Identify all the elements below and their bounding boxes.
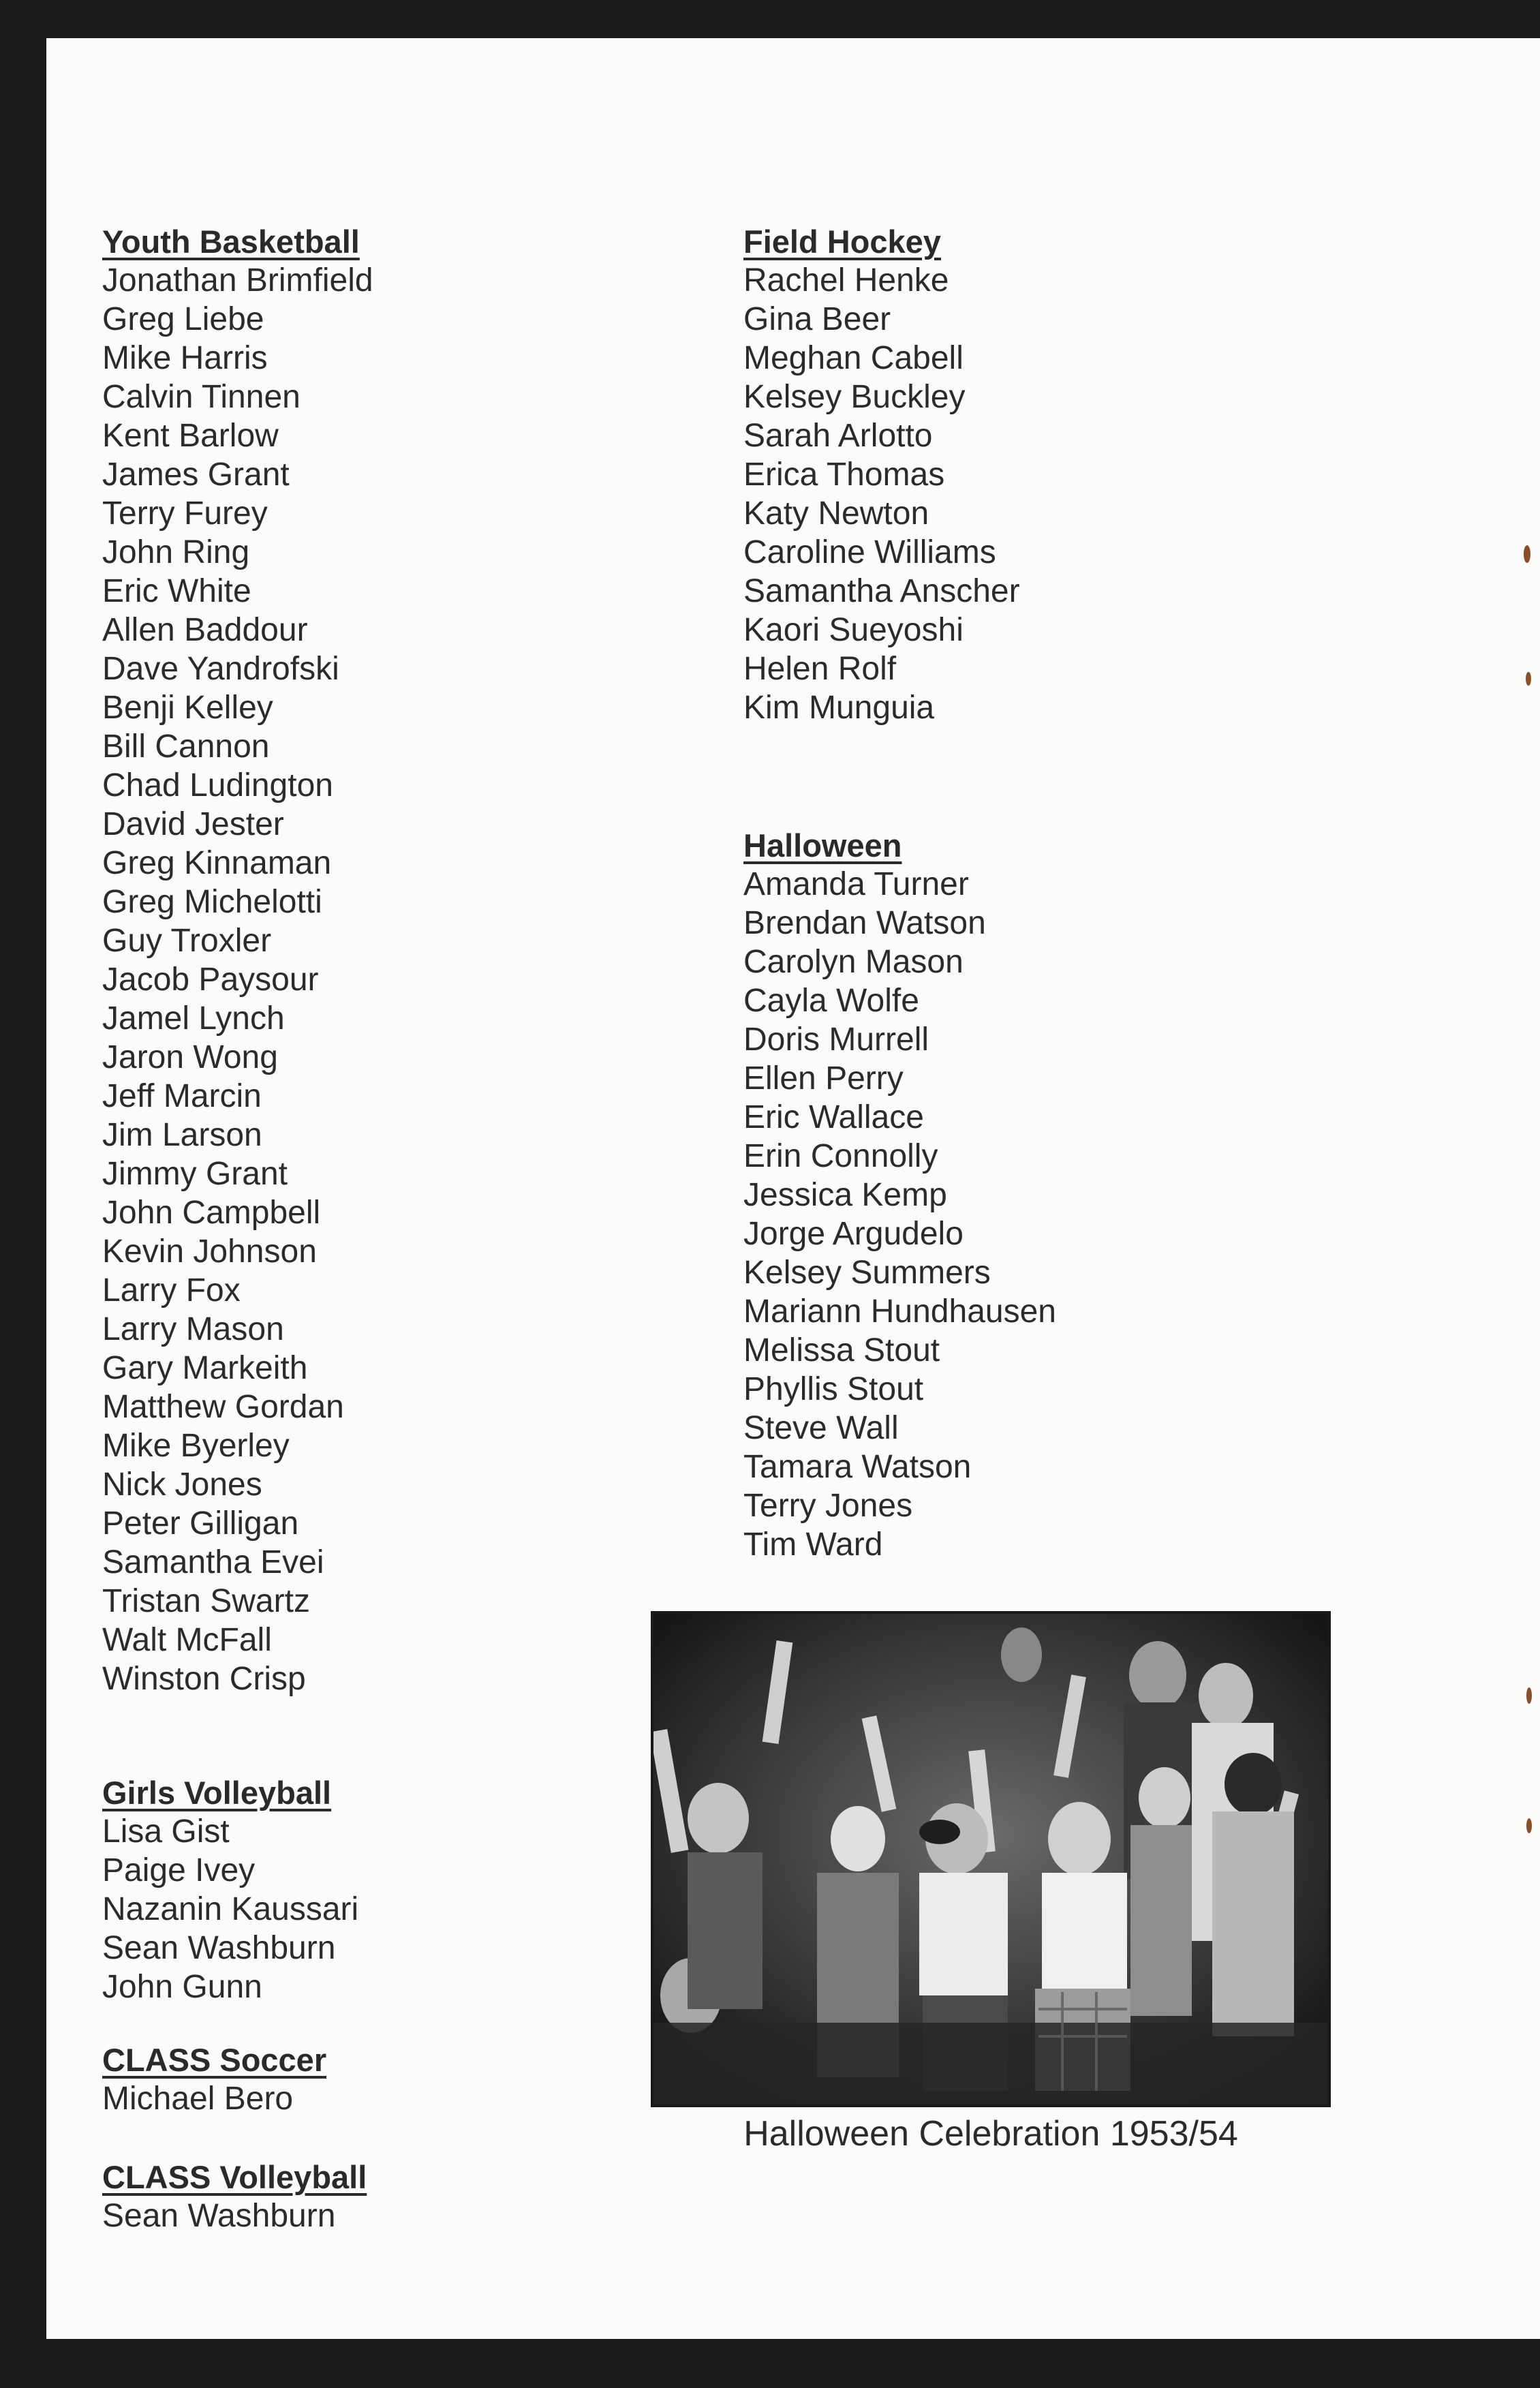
list-item: Gina Beer	[743, 301, 891, 337]
list-item: Mike Byerley	[102, 1428, 290, 1464]
halloween-heading: Halloween	[743, 827, 902, 863]
list-item: Katy Newton	[743, 495, 929, 532]
list-item: John Campbell	[102, 1195, 321, 1231]
edge-stain-1	[1524, 545, 1530, 563]
list-item: Jorge Argudelo	[743, 1216, 964, 1252]
list-item: Jeff Marcin	[102, 1078, 262, 1114]
list-item: Jaron Wong	[102, 1039, 278, 1075]
list-item: Nazanin Kaussari	[102, 1891, 359, 1927]
list-item: Tristan Swartz	[102, 1583, 310, 1619]
halloween-photo-image	[653, 1614, 1328, 2104]
class-volleyball-section	[102, 2158, 715, 2235]
youth-basketball-section	[102, 222, 715, 1698]
list-item: Amanda Turner	[743, 866, 969, 902]
halloween-section	[743, 826, 1425, 1564]
list-item: Larry Fox	[102, 1272, 241, 1308]
halloween-list	[743, 865, 1425, 1564]
list-item: Matthew Gordan	[102, 1389, 344, 1425]
list-item: Sean Washburn	[102, 1930, 336, 1966]
list-item: Rachel Henke	[743, 262, 949, 298]
list-item: Jacob Paysour	[102, 962, 319, 998]
list-item: Kevin Johnson	[102, 1234, 317, 1270]
list-item: Samantha Evei	[102, 1544, 324, 1580]
list-item: Jonathan Brimfield	[102, 262, 373, 298]
youth-basketball-list	[102, 261, 715, 1698]
class-volleyball-list	[102, 2196, 715, 2235]
document-page	[46, 38, 1540, 2339]
class-soccer-heading: CLASS Soccer	[102, 2042, 327, 2078]
list-item: Samantha Anscher	[743, 573, 1020, 609]
class-soccer-list	[102, 2079, 715, 2118]
list-item: Melissa Stout	[743, 1332, 940, 1368]
list-item: Tim Ward	[743, 1527, 883, 1563]
list-item: Greg Liebe	[102, 301, 264, 337]
list-item: Sean Washburn	[102, 2198, 336, 2234]
list-item: Larry Mason	[102, 1311, 284, 1347]
list-item: Terry Jones	[743, 1488, 913, 1524]
list-item: Sarah Arlotto	[743, 418, 933, 454]
list-item: Greg Kinnaman	[102, 845, 332, 881]
list-item: Phyllis Stout	[743, 1371, 924, 1407]
right-column	[743, 222, 1425, 1564]
list-item: Greg Michelotti	[102, 884, 322, 920]
list-item: John Gunn	[102, 1969, 262, 2005]
list-item: Erica Thomas	[743, 457, 945, 493]
edge-stain-2	[1526, 672, 1531, 686]
list-item: Lisa Gist	[102, 1813, 230, 1850]
girls-volleyball-section	[102, 1773, 715, 2006]
list-item: Michael Bero	[102, 2081, 294, 2117]
halloween-photo	[651, 1611, 1331, 2107]
list-item: Chad Ludington	[102, 767, 333, 803]
list-item: Ellen Perry	[743, 1060, 904, 1097]
list-item: Benji Kelley	[102, 690, 273, 726]
list-item: John Ring	[102, 534, 250, 570]
list-item: Winston Crisp	[102, 1661, 306, 1697]
list-item: Brendan Watson	[743, 905, 986, 941]
list-item: James Grant	[102, 457, 290, 493]
list-item: Carolyn Mason	[743, 944, 964, 980]
list-item: Kelsey Buckley	[743, 379, 966, 415]
list-item: Kaori Sueyoshi	[743, 612, 964, 648]
list-item: Eric Wallace	[743, 1099, 924, 1135]
list-item: Jimmy Grant	[102, 1156, 288, 1192]
edge-stain-3	[1526, 1687, 1532, 1704]
list-item: Caroline Williams	[743, 534, 996, 570]
list-item: Tamara Watson	[743, 1449, 972, 1485]
class-volleyball-heading: CLASS Volleyball	[102, 2159, 367, 2195]
list-item: Mariann Hundhausen	[743, 1294, 1056, 1330]
list-item: Doris Murrell	[743, 1022, 929, 1058]
list-item: Dave Yandrofski	[102, 651, 339, 687]
field-hockey-heading: Field Hockey	[743, 224, 941, 260]
list-item: Eric White	[102, 573, 251, 609]
girls-volleyball-heading: Girls Volleyball	[102, 1775, 332, 1811]
list-item: Kent Barlow	[102, 418, 279, 454]
left-column	[102, 222, 715, 2235]
list-item: Jamel Lynch	[102, 1000, 285, 1037]
list-item: Nick Jones	[102, 1467, 262, 1503]
girls-volleyball-list	[102, 1812, 715, 2006]
list-item: Mike Harris	[102, 340, 268, 376]
list-item: Helen Rolf	[743, 651, 897, 687]
list-item: Walt McFall	[102, 1622, 272, 1658]
list-item: Cayla Wolfe	[743, 983, 919, 1019]
class-soccer-section	[102, 2040, 715, 2118]
youth-basketball-heading: Youth Basketball	[102, 224, 360, 260]
list-item: Jim Larson	[102, 1117, 262, 1153]
list-item: Allen Baddour	[102, 612, 308, 648]
list-item: Paige Ivey	[102, 1852, 256, 1888]
list-item: Terry Furey	[102, 495, 268, 532]
list-item: Guy Troxler	[102, 923, 272, 959]
list-item: Bill Cannon	[102, 729, 270, 765]
list-item: Jessica Kemp	[743, 1177, 947, 1213]
list-item: Kelsey Summers	[743, 1255, 991, 1291]
list-item: Kim Munguia	[743, 690, 935, 726]
field-hockey-section	[743, 222, 1425, 727]
field-hockey-list	[743, 261, 1425, 727]
list-item: Calvin Tinnen	[102, 379, 301, 415]
list-item: Peter Gilligan	[102, 1505, 299, 1542]
list-item: Steve Wall	[743, 1410, 899, 1446]
photo-caption: Halloween Celebration 1953/54	[743, 2114, 1238, 2154]
list-item: Meghan Cabell	[743, 340, 964, 376]
list-item: Erin Connolly	[743, 1138, 938, 1174]
edge-stain-4	[1526, 1818, 1532, 1833]
list-item: Gary Markeith	[102, 1350, 308, 1386]
list-item: David Jester	[102, 806, 284, 842]
